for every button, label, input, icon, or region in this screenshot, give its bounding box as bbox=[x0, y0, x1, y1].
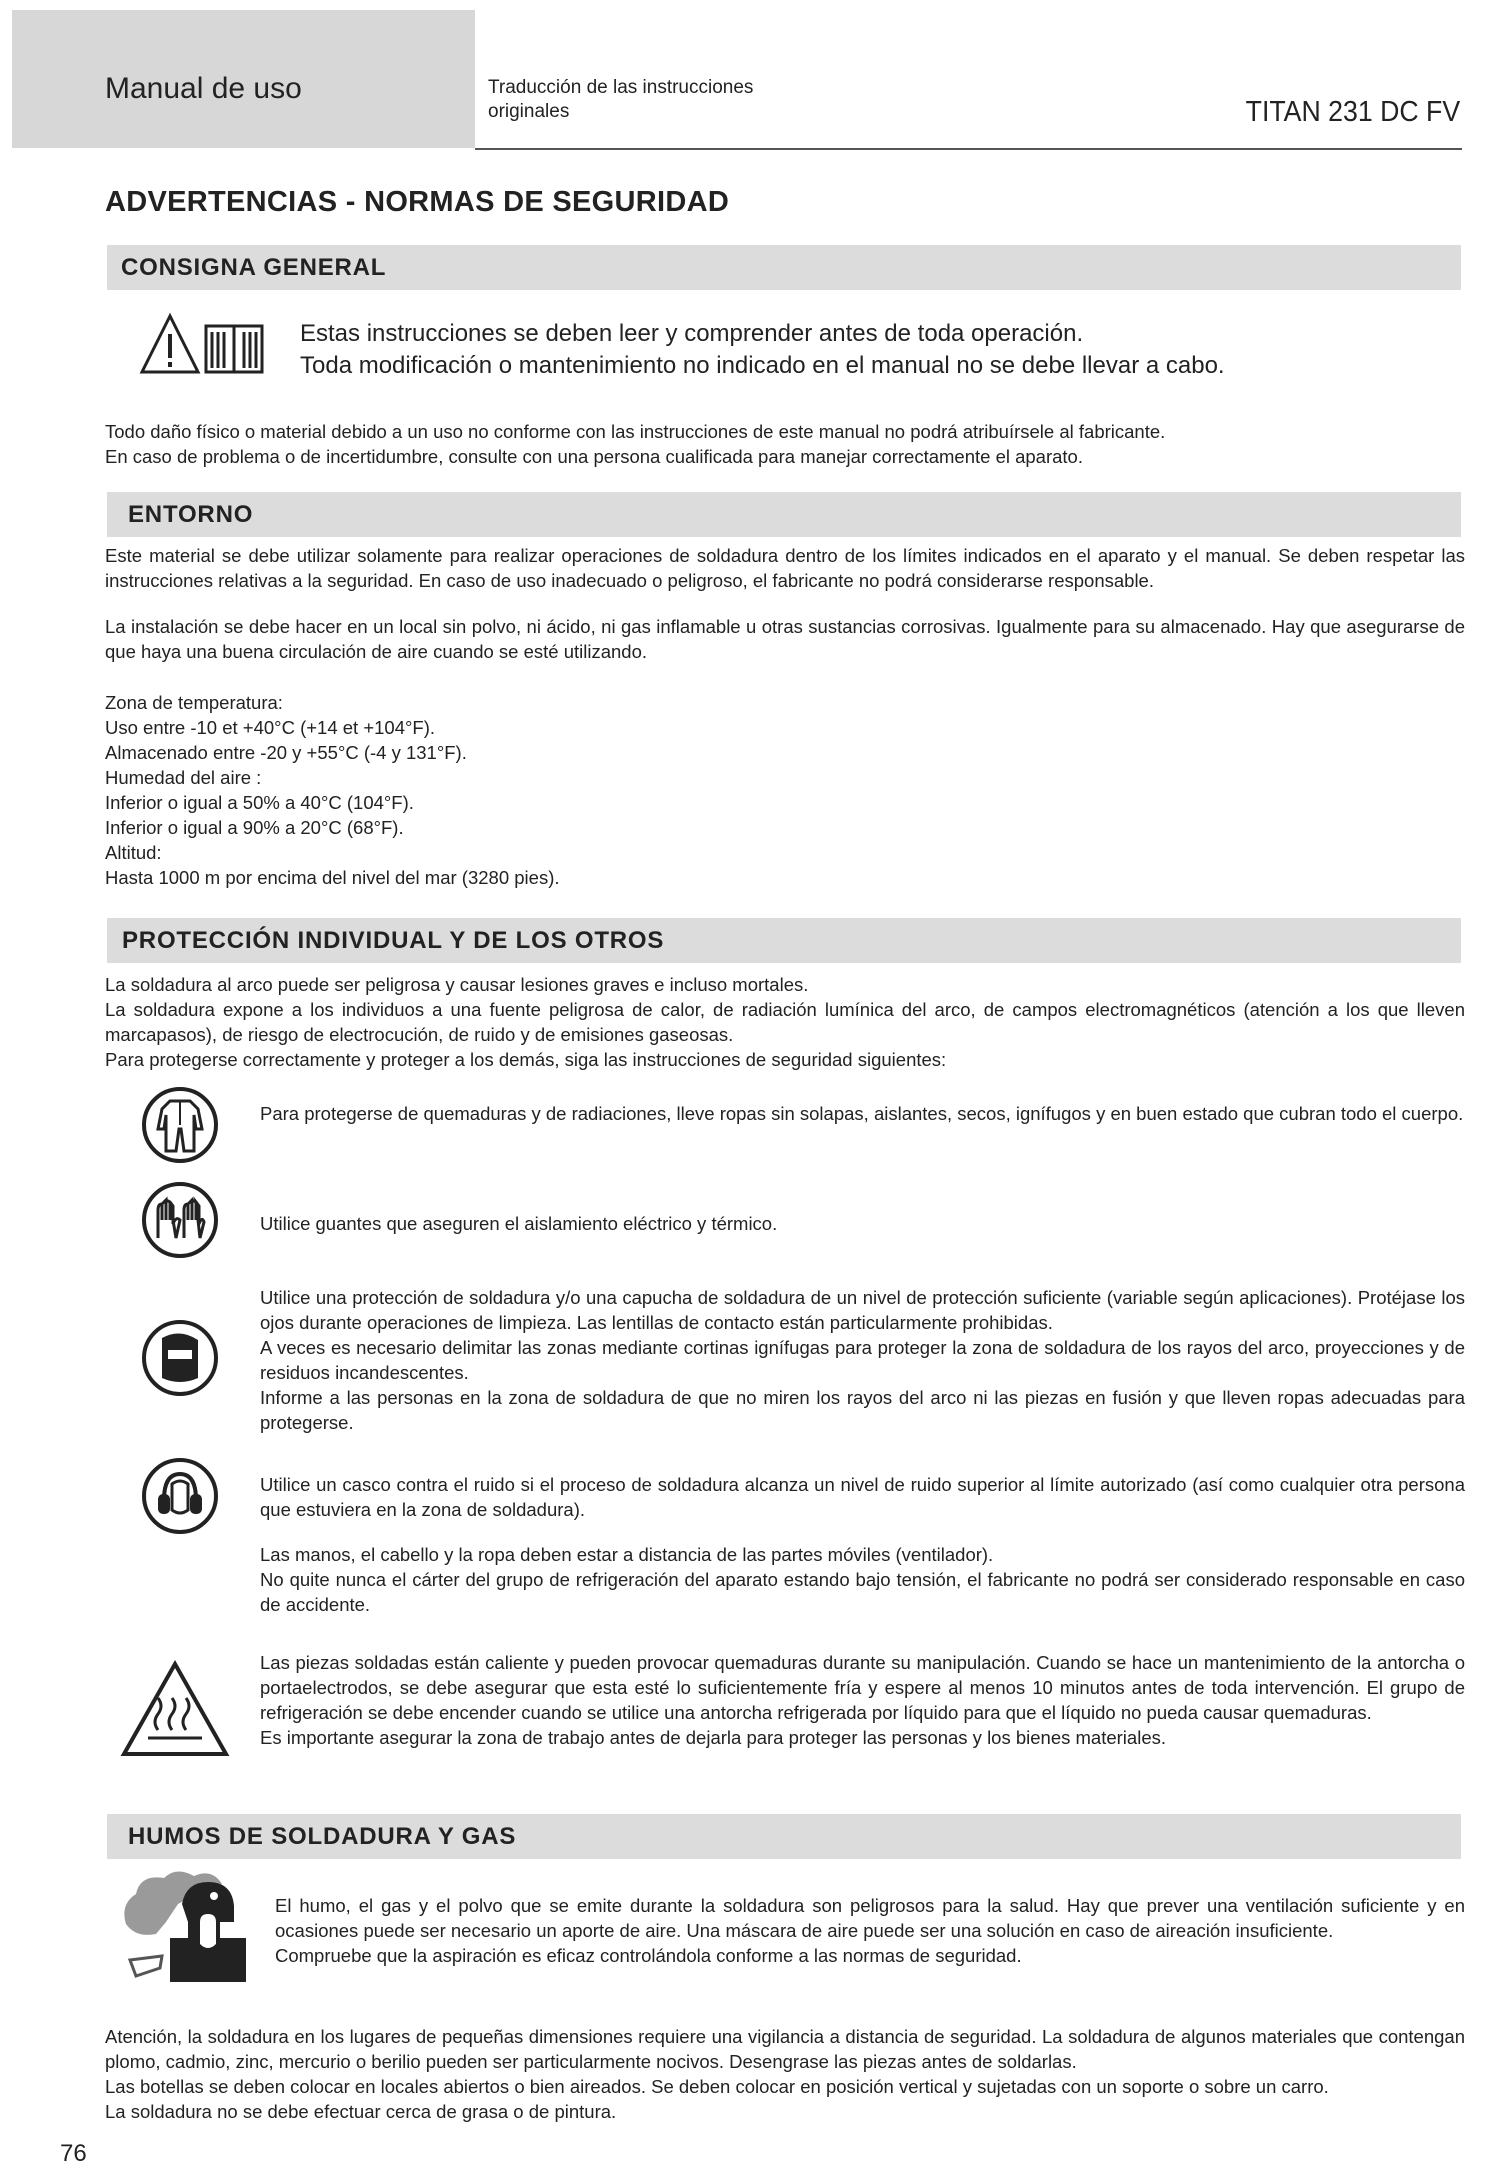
section-heading-fumes: HUMOS DE SOLDADURA Y GAS bbox=[128, 1823, 517, 1850]
warning-manual-icon bbox=[138, 310, 266, 380]
fumes-text-5: La soldadura no se debe efectuar cerca de grasa o de pintura. bbox=[105, 2101, 617, 2122]
mask-text-2: A veces es necesario delimitar las zonas mediante cortinas ignífugas para proteger la zona de soldadura de los rayos del arco, proyecciones y de residuos incandescentes. bbox=[260, 1337, 1465, 1383]
condition-line: Uso entre -10 et +40°C (+14 et +104°F). bbox=[105, 717, 435, 738]
protection-intro-1: La soldadura al arco puede ser peligrosa y causar lesiones graves e incluso mortales. bbox=[105, 974, 809, 995]
notice-line-2: Toda modificación o mantenimiento no indicado en el manual no se debe llevar a cabo. bbox=[300, 352, 1225, 379]
environment-paragraph-2: La instalación se debe hacer en un local sin polvo, ni ácido, ni gas inflamable u otras sustancias corrosivas. Igualmente para su almacenado. Hay que asegurarse de que haya una buena circulación de aire cuando se esté utilizando. bbox=[105, 616, 1465, 662]
hot-parts-text-1: Las piezas soldadas están caliente y pueden provocar quemaduras durante su manipulación. Cuando se hace un mantenimiento de la antorcha o portaelectrodos, se debe asegurar que esta esté lo suficientemente fría y espere al menos 10 minutos antes de toda intervención. El grupo de refrigeración se debe encender cuando se utilice una antorcha refrigerada por líquido para que el líquido no pueda causar quemaduras. bbox=[260, 1652, 1465, 1723]
section-heading-general: CONSIGNA GENERAL bbox=[121, 254, 387, 281]
clothing-text: Para protegerse de quemaduras y de radiaciones, lleve ropas sin solapas, aislantes, secos, ignífugos y en buen estado que cubran todo el cuerpo. bbox=[260, 1103, 1464, 1124]
header-divider bbox=[475, 148, 1462, 150]
page-number: 76 bbox=[60, 2140, 87, 2167]
condition-line: Humedad del aire : bbox=[105, 767, 262, 788]
fumes-text-1: El humo, el gas y el polvo que se emite durante la soldadura son peligrosos para la salud. Hay que prever una ventilación suficiente y en ocasiones puede ser necesario un aporte de aire. Una máscara de aire puede ser una solución en caso de aireación insuficiente. bbox=[275, 1895, 1465, 1941]
mask-text-1: Utilice una protección de soldadura y/o una capucha de soldadura de un nivel de protección suficiente (variable según aplicaciones). Protéjase los ojos durante operaciones de limpieza. Las lentillas de contacto están particularmente prohibidas. bbox=[260, 1287, 1465, 1333]
general-line-2: En caso de problema o de incertidumbre, consulte con una persona cualificada para manejar correctamente el aparato. bbox=[105, 446, 1083, 467]
protection-intro-2: La soldadura expone a los individuos a una fuente peligrosa de calor, de radiación lumínica del arco, de campos electromagnéticos (atención a los que lleven marcapasos), de riesgo de electrocución, de ruido y de emisiones gaseosas. bbox=[105, 999, 1465, 1045]
protective-clothing-icon bbox=[140, 1085, 220, 1165]
page-title: ADVERTENCIAS - NORMAS DE SEGURIDAD bbox=[105, 186, 730, 218]
section-heading-protection: PROTECCIÓN INDIVIDUAL Y DE LOS OTROS bbox=[122, 927, 665, 954]
hot-parts-text bbox=[260, 1650, 1465, 1750]
section-band-protection bbox=[107, 918, 1461, 963]
mask-text bbox=[260, 1285, 1465, 1435]
section-band-general bbox=[107, 245, 1461, 290]
moving-parts-text bbox=[260, 1542, 1465, 1617]
condition-line: Hasta 1000 m por encima del nivel del mar (3280 pies). bbox=[105, 867, 560, 888]
hearing-text: Utilice un casco contra el ruido si el proceso de soldadura alcanza un nivel de ruido superior al límite autorizado (así como cualquier otra persona que estuviera en la zona de soldadura). bbox=[260, 1474, 1465, 1520]
fumes-text-4: Las botellas se deben colocar en locales abiertos o bien aireados. Se deben colocar en posición vertical y sujetadas con un soporte o sobre un carro. bbox=[105, 2076, 1329, 2097]
manual-label: Manual de uso bbox=[105, 72, 302, 105]
fumes-text-3: Atención, la soldadura en los lugares de pequeñas dimensiones requiere una vigilancia a distancia de seguridad. La soldadura de algunos materiales que contengan plomo, cadmio, zinc, mercurio o berilio pueden ser particularmente nocivos. Desengrase las piezas antes de soldarlas. bbox=[105, 2026, 1465, 2072]
condition-line: Almacenado entre -20 y +55°C (-4 y 131°F). bbox=[105, 742, 467, 763]
translation-line-2: originales bbox=[488, 101, 570, 122]
fumes-text bbox=[275, 1893, 1465, 1968]
protection-intro bbox=[105, 972, 1465, 1072]
welding-mask-icon bbox=[140, 1318, 220, 1398]
notice-line-1: Estas instrucciones se deben leer y comprender antes de toda operación. bbox=[300, 320, 1084, 347]
fumes-text-2: Compruebe que la aspiración es eficaz controlándola conforme a las normas de seguridad. bbox=[275, 1945, 1022, 1966]
protection-intro-3: Para protegerse correctamente y proteger a los demás, siga las instrucciones de seguridad siguientes: bbox=[105, 1049, 947, 1070]
translation-note bbox=[488, 76, 808, 124]
condition-line: Inferior o igual a 50% a 40°C (104°F). bbox=[105, 792, 414, 813]
general-line-1: Todo daño físico o material debido a un uso no conforme con las instrucciones de este manual no podrá atribuírsele al fabricante. bbox=[105, 421, 1166, 442]
environment-conditions bbox=[105, 690, 1465, 890]
condition-line: Inferior o igual a 90% a 20°C (68°F). bbox=[105, 817, 404, 838]
hearing-protection-icon bbox=[140, 1456, 220, 1536]
mask-text-3: Informe a las personas en la zona de soldadura de que no miren los rayos del arco ni las piezas en fusión y que lleven ropas adecuadas para protegerse. bbox=[260, 1387, 1465, 1433]
fumes-paragraph bbox=[105, 2024, 1465, 2124]
gloves-icon bbox=[140, 1180, 220, 1260]
section-band-environment bbox=[107, 492, 1461, 537]
environment-paragraph-1: Este material se debe utilizar solamente para realizar operaciones de soldadura dentro de los límites indicados en el aparato y el manual. Se deben respetar las instrucciones relativas a la seguridad. En caso de uso inadecuado o peligroso, el fabricante no podrá considerarse responsable. bbox=[105, 545, 1465, 591]
hot-surface-warning-icon bbox=[120, 1660, 230, 1758]
welding-fumes-icon bbox=[116, 1864, 256, 1984]
hot-parts-text-2: Es importante asegurar la zona de trabajo antes de dejarla para proteger las personas y los bienes materiales. bbox=[260, 1727, 1166, 1748]
section-band-fumes bbox=[107, 1814, 1461, 1859]
general-notice bbox=[300, 318, 1225, 382]
section-heading-environment: ENTORNO bbox=[128, 501, 254, 528]
condition-line: Altitud: bbox=[105, 842, 162, 863]
translation-line-1: Traducción de las instrucciones bbox=[488, 77, 754, 98]
moving-parts-text-2: No quite nunca el cárter del grupo de refrigeración del aparato estando bajo tensión, el fabricante no podrá ser considerado responsable en caso de accidente. bbox=[260, 1569, 1465, 1615]
general-paragraph bbox=[105, 419, 1465, 469]
model-name: TITAN 231 DC FV bbox=[1245, 96, 1460, 128]
gloves-text: Utilice guantes que aseguren el aislamiento eléctrico y térmico. bbox=[260, 1213, 778, 1234]
condition-line: Zona de temperatura: bbox=[105, 692, 283, 713]
moving-parts-text-1: Las manos, el cabello y la ropa deben estar a distancia de las partes móviles (ventilador). bbox=[260, 1544, 994, 1565]
